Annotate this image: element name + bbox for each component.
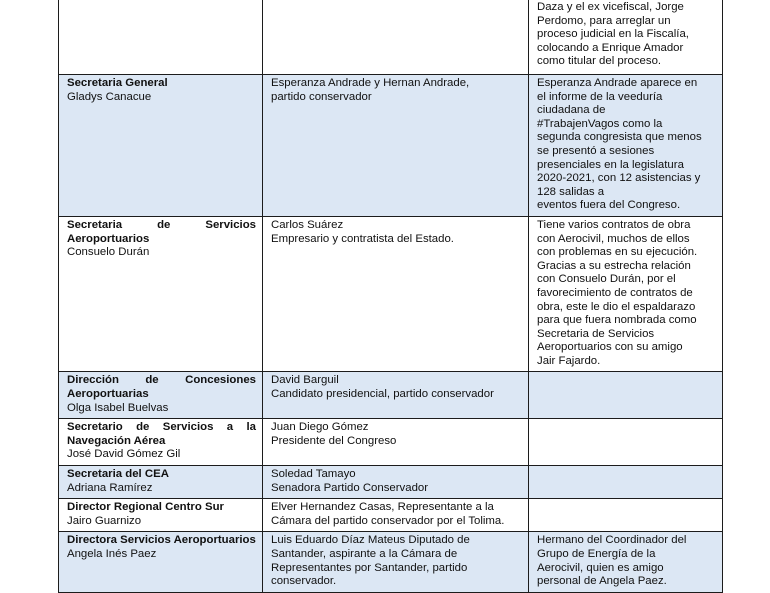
note-line: como titular del proceso. bbox=[537, 55, 662, 68]
page-margin-right bbox=[722, 0, 770, 577]
politician-line: Elver Hernandez Casas, Representante a la bbox=[271, 501, 494, 514]
official-cell bbox=[59, 419, 263, 466]
official-role: Director Regional Centro Sur bbox=[67, 501, 224, 514]
official-cell bbox=[59, 75, 263, 217]
note-line: se presentó a sesiones bbox=[537, 144, 655, 157]
table-row bbox=[59, 0, 723, 75]
official-name: José David Gómez Gil bbox=[67, 448, 181, 461]
table-row bbox=[59, 216, 723, 372]
official-name: Olga Isabel Buelvas bbox=[67, 401, 169, 414]
politician-line: Representantes por Santander, partido bbox=[271, 561, 468, 574]
official-cell bbox=[59, 466, 263, 499]
official-role: Directora Servicios Aeroportuarios bbox=[67, 534, 256, 547]
official-cell bbox=[59, 532, 263, 592]
politician-cell bbox=[263, 466, 529, 499]
note-line: Grupo de Energía de la bbox=[537, 548, 656, 560]
official-name: Gladys Canacue bbox=[67, 90, 152, 103]
note-line: 2020-2021, con 12 asistencias y bbox=[537, 172, 701, 185]
note-cell bbox=[529, 216, 723, 372]
politician-cell bbox=[263, 216, 529, 372]
official-cell bbox=[59, 499, 263, 532]
official-name: Consuelo Durán bbox=[67, 246, 150, 259]
official-role: Secretaria de Servicios Aeroportuarios bbox=[67, 218, 256, 245]
politician-cell bbox=[263, 499, 529, 532]
politician-cell bbox=[263, 419, 529, 466]
note-line: obra, este le dio el espaldarazo bbox=[537, 300, 696, 313]
official-cell bbox=[59, 216, 263, 372]
politician-cell bbox=[263, 75, 529, 217]
note-line: colocando a Enrique Amador bbox=[537, 41, 684, 54]
note-line: Hermano del Coordinador del bbox=[537, 534, 687, 547]
politician-line: Santander, aspirante a la Cámara de bbox=[271, 548, 458, 560]
note-line: Gracias a su estrecha relación bbox=[537, 259, 691, 272]
note-line: Aeroportuarios con su amigo bbox=[537, 341, 683, 354]
politician-line: Esperanza Andrade y Hernan Andrade, bbox=[271, 77, 470, 89]
politician-line: Cámara del partido conservador por el Tolima. bbox=[271, 514, 505, 527]
table-row bbox=[59, 532, 723, 592]
note-line: personal de Angela Paez. bbox=[537, 575, 667, 588]
official-cell bbox=[59, 0, 263, 75]
official-role: Secretario de Servicios a la Navegación Aérea bbox=[67, 421, 256, 447]
note-line: presenciales en la legislatura bbox=[537, 158, 684, 171]
table-row bbox=[59, 372, 723, 419]
note-cell bbox=[529, 532, 723, 592]
politician-line: Juan Diego Gómez bbox=[271, 421, 369, 434]
note-line: para que fuera nombrada como bbox=[537, 314, 697, 327]
note-line: Perdomo, para arreglar un bbox=[537, 14, 671, 27]
note-line: el informe de la veeduría bbox=[537, 90, 663, 103]
official-role: Dirección de Concesiones Aeroportuarias bbox=[67, 374, 256, 401]
note-line: Tiene varios contratos de obra bbox=[537, 218, 691, 231]
note-line: favorecimiento de contratos de bbox=[537, 286, 693, 299]
officials-table bbox=[58, 0, 723, 593]
official-role: Secretaria General bbox=[67, 77, 168, 89]
politician-line: Presidente del Congreso bbox=[271, 434, 397, 447]
politician-line: Candidato presidencial, partido conservador bbox=[271, 388, 494, 401]
official-cell bbox=[59, 372, 263, 419]
note-line: 128 salidas a bbox=[537, 185, 605, 198]
politician-line: David Barguil bbox=[271, 374, 339, 387]
page-margin-left bbox=[0, 0, 58, 577]
table-row bbox=[59, 75, 723, 217]
note-line: con Consuelo Durán, por el bbox=[537, 273, 676, 286]
official-name: Jairo Guarnizo bbox=[67, 514, 142, 527]
politician-cell bbox=[263, 0, 529, 75]
politician-line: Soledad Tamayo bbox=[271, 468, 356, 481]
note-cell bbox=[529, 419, 723, 466]
note-line: segunda congresista que menos bbox=[537, 131, 702, 144]
politician-line: Empresario y contratista del Estado. bbox=[271, 232, 454, 245]
official-name: Adriana Ramírez bbox=[67, 481, 153, 494]
note-line: Aerocivil, quien es amigo bbox=[537, 561, 664, 574]
note-line: proceso judicial en la Fiscalía, bbox=[537, 28, 689, 41]
table-row bbox=[59, 466, 723, 499]
politician-cell bbox=[263, 372, 529, 419]
politician-line: partido conservador bbox=[271, 90, 372, 103]
note-cell bbox=[529, 499, 723, 532]
note-line: Esperanza Andrade aparece en bbox=[537, 77, 698, 89]
note-line: con Aerocivil, muchos de ellos bbox=[537, 232, 690, 245]
table-row bbox=[59, 419, 723, 466]
note-line: ciudadana de bbox=[537, 104, 606, 117]
note-line: #TrabajenVagos como la bbox=[537, 117, 663, 130]
note-cell bbox=[529, 466, 723, 499]
politician-line: Carlos Suárez bbox=[271, 218, 344, 231]
note-line: Secretaria de Servicios bbox=[537, 327, 655, 340]
table-row bbox=[59, 499, 723, 532]
note-cell bbox=[529, 372, 723, 419]
note-cell bbox=[529, 0, 723, 75]
official-role: Secretaria del CEA bbox=[67, 468, 169, 481]
politician-cell bbox=[263, 532, 529, 592]
politician-line: Senadora Partido Conservador bbox=[271, 481, 429, 494]
politician-line: Luis Eduardo Díaz Mateus Diputado de bbox=[271, 534, 470, 547]
note-cell bbox=[529, 75, 723, 217]
note-line: Jair Fajardo. bbox=[537, 354, 601, 367]
politician-line: conservador. bbox=[271, 575, 337, 588]
note-line: con problemas en su ejecución. bbox=[537, 246, 698, 259]
note-line: eventos fuera del Congreso. bbox=[537, 199, 681, 212]
official-name: Angela Inés Paez bbox=[67, 548, 157, 560]
note-line: Daza y el ex vicefiscal, Jorge bbox=[537, 1, 684, 13]
